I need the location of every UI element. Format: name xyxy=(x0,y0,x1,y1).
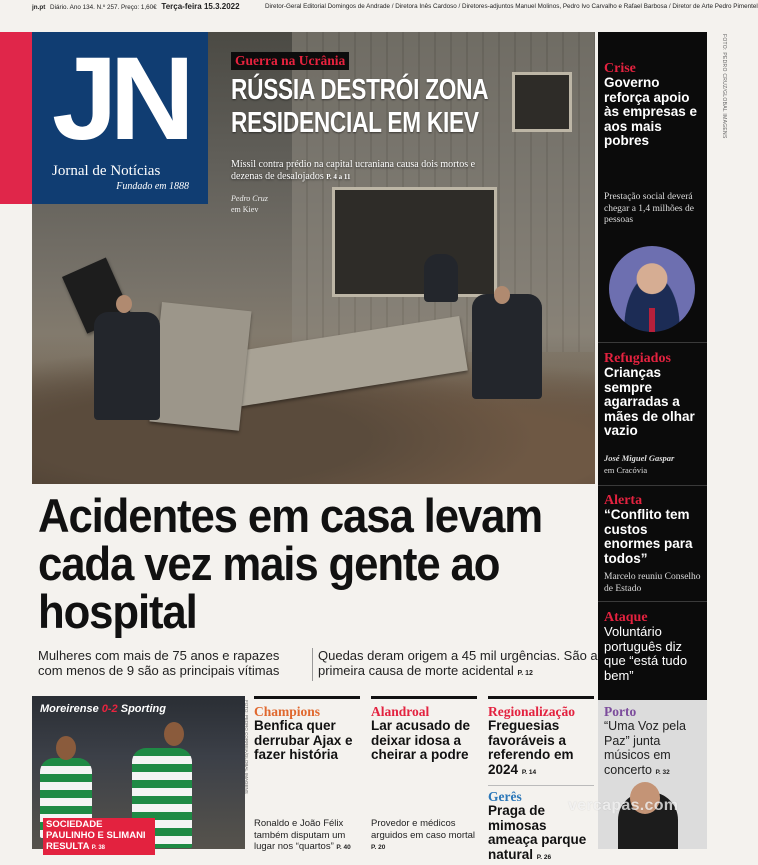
regionalizacao-kicker: Regionalização xyxy=(488,704,575,719)
alandroal-title: Lar acusado de deixar idosa a cheirar a podre xyxy=(371,718,471,762)
main-headline[interactable]: Acidentes em casa levam cada vez mais gente ao hospital xyxy=(38,489,543,638)
hero-lead xyxy=(231,159,481,183)
man-head xyxy=(494,286,510,304)
staff-list: Diretor-Geral Editorial Domingos de Andrade / Diretora Inês Cardoso / Diretores-adjuntos Manuel Molinos, Pedro Ivo Carvalho e Rafael Barbosa / Diretor de Arte Pedro Pimentel xyxy=(265,3,758,10)
match-score xyxy=(40,703,166,715)
crise-sub: Prestação social deverá chegar a 1,4 milhões de pessoas xyxy=(604,192,694,225)
main-lead-right-text: Quedas deram origem a 45 mil urgências. São a primeira causa de morte acidental xyxy=(318,648,598,678)
minister-portrait xyxy=(609,246,695,332)
refugiados-title: Crianças sempre agarradas a mães de olhar vazio xyxy=(604,365,695,438)
champions-story[interactable] xyxy=(254,696,360,852)
issue-date: Terça-feira 15.3.2022 xyxy=(161,2,240,11)
building-window xyxy=(512,72,572,132)
player-head xyxy=(164,722,184,746)
alerta-story[interactable] xyxy=(598,493,707,566)
alerta-kicker: Alerta xyxy=(604,493,643,508)
alerta-title: “Conflito tem custos enormes para todos” xyxy=(604,507,693,566)
refugiados-location: em Cracóvia xyxy=(604,464,648,475)
hero-kicker: Guerra na Ucrânia xyxy=(231,52,349,70)
main-lead-left: Mulheres com mais de 75 anos e rapazes com menos de 9 são as principais vítimas xyxy=(38,648,280,678)
hero-headline[interactable]: RÚSSIA DESTRÓI ZONA RESIDENCIAL EM KIEV xyxy=(231,74,488,139)
crise-story[interactable] xyxy=(598,61,707,149)
refugiados-kicker: Refugiados xyxy=(604,351,671,366)
refugiados-author: José Miguel Gaspar xyxy=(604,453,675,463)
crise-title: Governo reforça apoio às empresas e aos mais pobres xyxy=(604,75,698,148)
regionalizacao-story[interactable] xyxy=(488,696,594,862)
column-rule xyxy=(254,696,360,699)
logo-name: Jornal de Notícias xyxy=(52,163,161,179)
main-lead-right xyxy=(312,648,598,681)
crise-sub-block xyxy=(598,192,707,227)
site-url[interactable]: jn.pt xyxy=(32,4,46,11)
champions-sub-text: Ronaldo e João Félix também disputam um lugar nos “quartos” xyxy=(254,818,346,852)
photo-author: Pedro Cruz xyxy=(231,194,268,203)
champions-kicker: Champions xyxy=(254,704,321,719)
sport-caption xyxy=(43,818,155,855)
divider xyxy=(598,601,707,602)
alandroal-sub-text: Provedor e médicos arguidos em caso mortal xyxy=(371,818,476,841)
crise-kicker: Crise xyxy=(604,61,636,76)
refugiados-byline xyxy=(598,453,707,475)
away-team: Sporting xyxy=(120,703,166,715)
watermark: vercapas.com xyxy=(568,797,679,814)
logo-letters: JN xyxy=(52,33,187,165)
issue-info: Diário. Ano 134. N.º 257. Preço: 1,60€ xyxy=(50,4,157,11)
column-rule xyxy=(371,696,477,699)
geres-page-ref: P. 26 xyxy=(536,853,552,861)
alandroal-sub xyxy=(371,818,477,854)
regionalizacao-title xyxy=(488,719,594,780)
alandroal-story[interactable] xyxy=(371,696,477,849)
man-climbing xyxy=(472,294,542,399)
man-in-window xyxy=(424,254,458,302)
man-carrying-tv xyxy=(94,312,160,420)
porto-title xyxy=(598,719,707,780)
alerta-sub-block xyxy=(598,572,707,595)
player-head xyxy=(56,736,76,760)
alerta-sub: Marcelo reuniu Conselho de Estado xyxy=(604,572,701,594)
porto-kicker: Porto xyxy=(604,704,637,719)
hero-photo-credit xyxy=(231,193,268,215)
logo-since: Fundado em 1888 xyxy=(116,181,189,192)
porto-page-ref: P. 32 xyxy=(655,768,670,776)
divider xyxy=(598,342,707,343)
photo-side-credit: FOTO: PEDRO CRUZ/GLOBAL IMAGENS xyxy=(721,34,727,139)
main-page-ref: P. 12 xyxy=(517,670,533,677)
sport-caption-text: SOCIEDADE PAULINHO E SLIMANI RESULTA xyxy=(46,819,146,852)
photo-location: em Kiev xyxy=(231,205,259,214)
refugiados-story[interactable] xyxy=(598,351,707,439)
divider xyxy=(598,485,707,486)
regionalizacao-page-ref: P. 14 xyxy=(521,768,537,776)
champions-sub xyxy=(254,818,360,854)
logo-red-bar xyxy=(0,32,32,204)
home-team: Moreirense xyxy=(40,703,99,715)
hero-page-ref: P. 4 a 11 xyxy=(326,173,351,181)
column-rule xyxy=(488,696,594,699)
geres-title-text: Praga de mimosas ameaça parque natural xyxy=(488,803,587,862)
porto-story[interactable] xyxy=(598,700,707,849)
top-strip xyxy=(32,0,758,13)
hero-lead-text: Míssil contra prédio na capital ucraniana causa dois mortos e dezenas de desalojados xyxy=(231,159,476,182)
champions-page-ref: P. 40 xyxy=(336,844,351,851)
ataque-story[interactable] xyxy=(598,610,707,683)
man-head xyxy=(116,295,132,313)
sport-page-ref: P. 38 xyxy=(91,845,105,851)
tie xyxy=(649,308,655,332)
regionalizacao-title-text: Freguesias favoráveis a referendo em 2024 xyxy=(488,718,574,777)
alandroal-kicker: Alandroal xyxy=(371,704,430,719)
ataque-title: Voluntário português diz que “está tudo bem” xyxy=(604,624,688,683)
score: 0-2 xyxy=(101,703,118,715)
concrete-slab xyxy=(149,302,251,431)
building-window xyxy=(332,187,497,297)
divider xyxy=(488,785,594,786)
sport-photo-credit: FOTO: PEDRO CORREIA/GLOBAL IMAGENS xyxy=(244,700,249,794)
ataque-kicker: Ataque xyxy=(604,610,648,625)
alandroal-page-ref: P. 20 xyxy=(371,844,386,851)
geres-kicker: Gerês xyxy=(488,789,522,804)
porto-title-text: “Uma Voz pela Paz” junta músicos em concerto xyxy=(604,719,686,777)
champions-title: Benfica quer derrubar Ajax e fazer história xyxy=(254,718,353,762)
